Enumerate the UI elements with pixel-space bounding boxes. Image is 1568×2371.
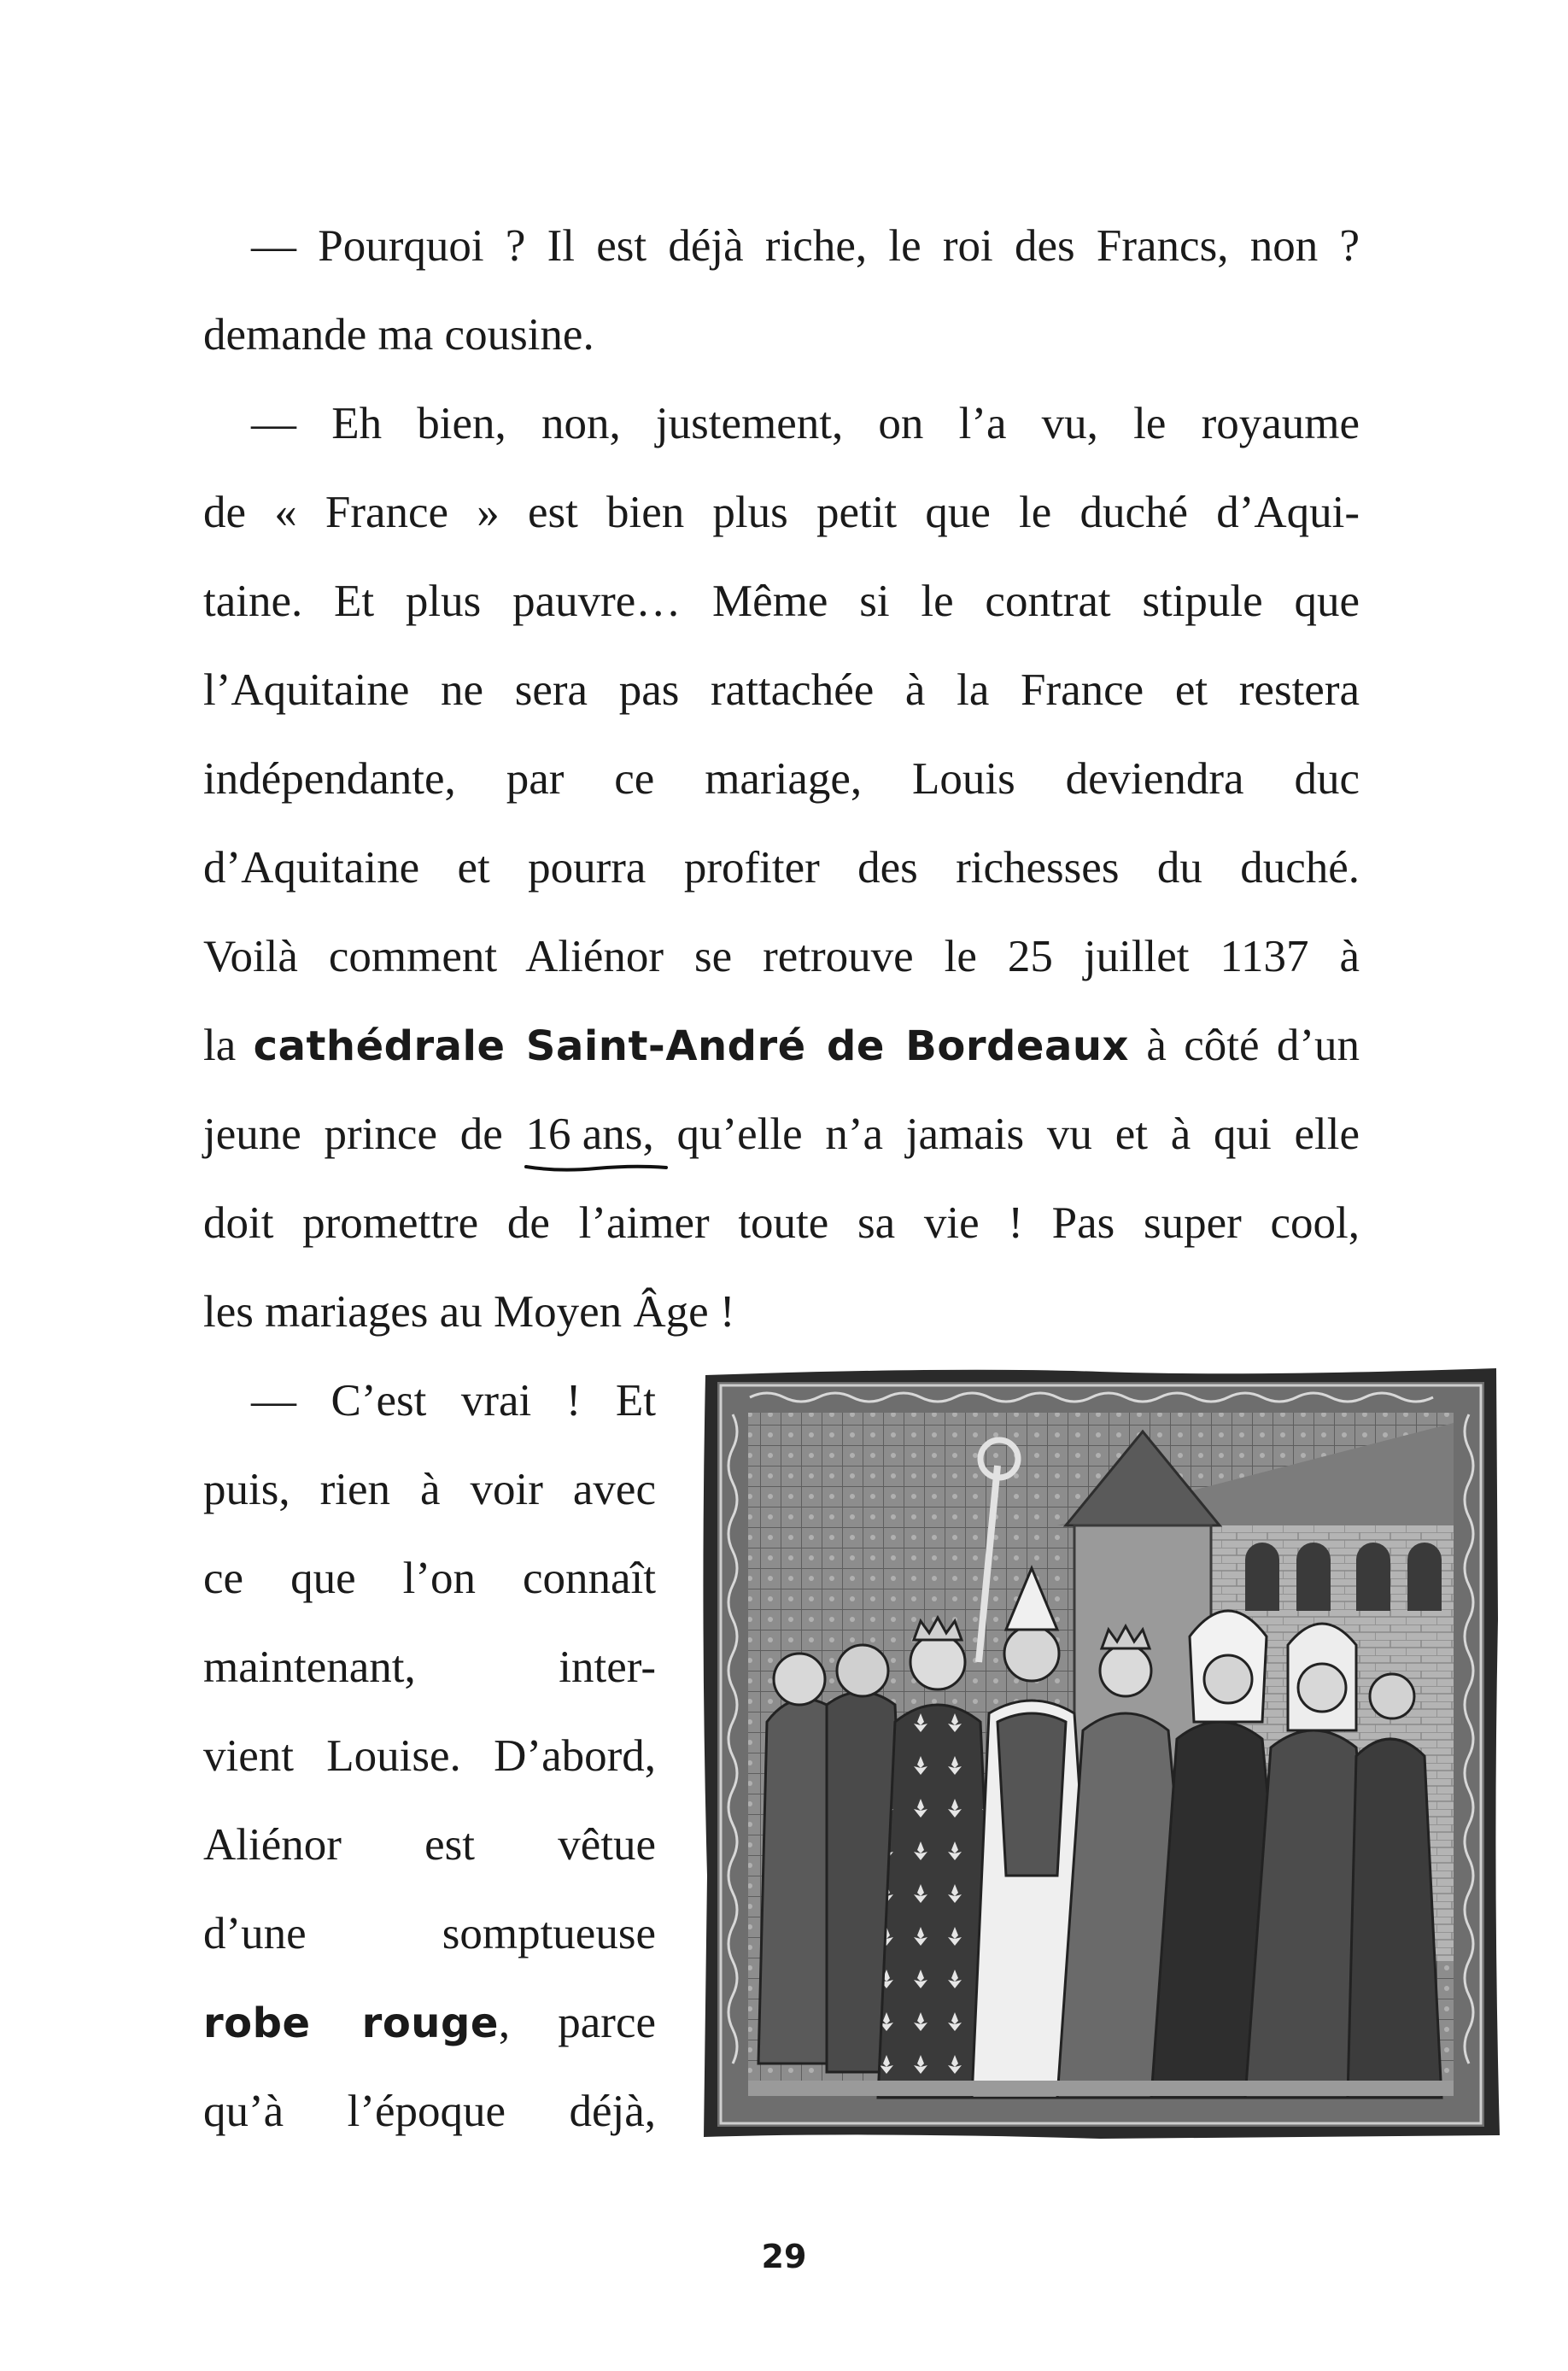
text-line: — C’est vrai ! Et <box>251 1376 656 1426</box>
text-segment: jeune prince de <box>203 1109 526 1159</box>
hand-drawn-underline-icon <box>524 1162 668 1174</box>
text-line: Aliénor est vêtue <box>203 1820 656 1870</box>
highlighted-term-red-dress: robe rouge <box>203 1999 499 2047</box>
text-line: Voilà comment Aliénor se retrouve le 25 juillet 1137 à <box>203 932 1360 981</box>
text-segment: la <box>203 1021 254 1070</box>
text-line: de « France » est bien plus petit que le duché d’Aqui- <box>203 488 1360 537</box>
text-line <box>203 1978 656 2067</box>
text-line: taine. Et plus pauvre… Même si le contrat stipule que <box>203 577 1360 626</box>
medieval-wedding-illustration <box>699 1363 1503 2142</box>
text-line: qu’à l’époque déjà, <box>203 2087 656 2136</box>
text-segment: à côté d’un <box>1128 1021 1360 1070</box>
text-line: les mariages au Moyen Âge ! <box>203 1287 735 1337</box>
text-line: — Pourquoi ? Il est déjà riche, le roi des Francs, non ? <box>251 221 1360 271</box>
text-line: doit promettre de l’aimer toute sa vie ! Pas super cool, <box>203 1198 1360 1248</box>
text-line <box>203 1090 1360 1179</box>
underlined-age <box>526 1090 643 1179</box>
page-number: 29 <box>761 2238 807 2275</box>
text-segment: , qu’elle n’a jamais vu et à qui elle <box>642 1109 1360 1159</box>
text-line: — Eh bien, non, justement, on l’a vu, le royaume <box>251 399 1360 448</box>
text-line: l’Aquitaine ne sera pas rattachée à la France et restera <box>203 665 1360 715</box>
text-line: indépendante, par ce mariage, Louis deviendra duc <box>203 754 1360 804</box>
text-segment: , parce <box>498 1998 656 2047</box>
highlighted-term-cathedral: cathédrale Saint-André de Bordeaux <box>253 1022 1129 1070</box>
text-line: d’une somptueuse <box>203 1909 656 1958</box>
underlined-text: 16 ans <box>525 1109 643 1159</box>
text-line: vient Louise. D’abord, <box>203 1731 656 1781</box>
text-line: maintenant, inter- <box>203 1642 656 1692</box>
text-line: ce que l’on connaît <box>203 1554 656 1603</box>
text-line: demande ma cousine. <box>203 310 594 360</box>
text-line <box>203 1001 1360 1090</box>
text-line: puis, rien à voir avec <box>203 1465 656 1514</box>
text-line: d’Aquitaine et pourra profiter des richesses du duché. <box>203 843 1360 893</box>
medieval-wedding-illustration-icon <box>699 1363 1503 2142</box>
